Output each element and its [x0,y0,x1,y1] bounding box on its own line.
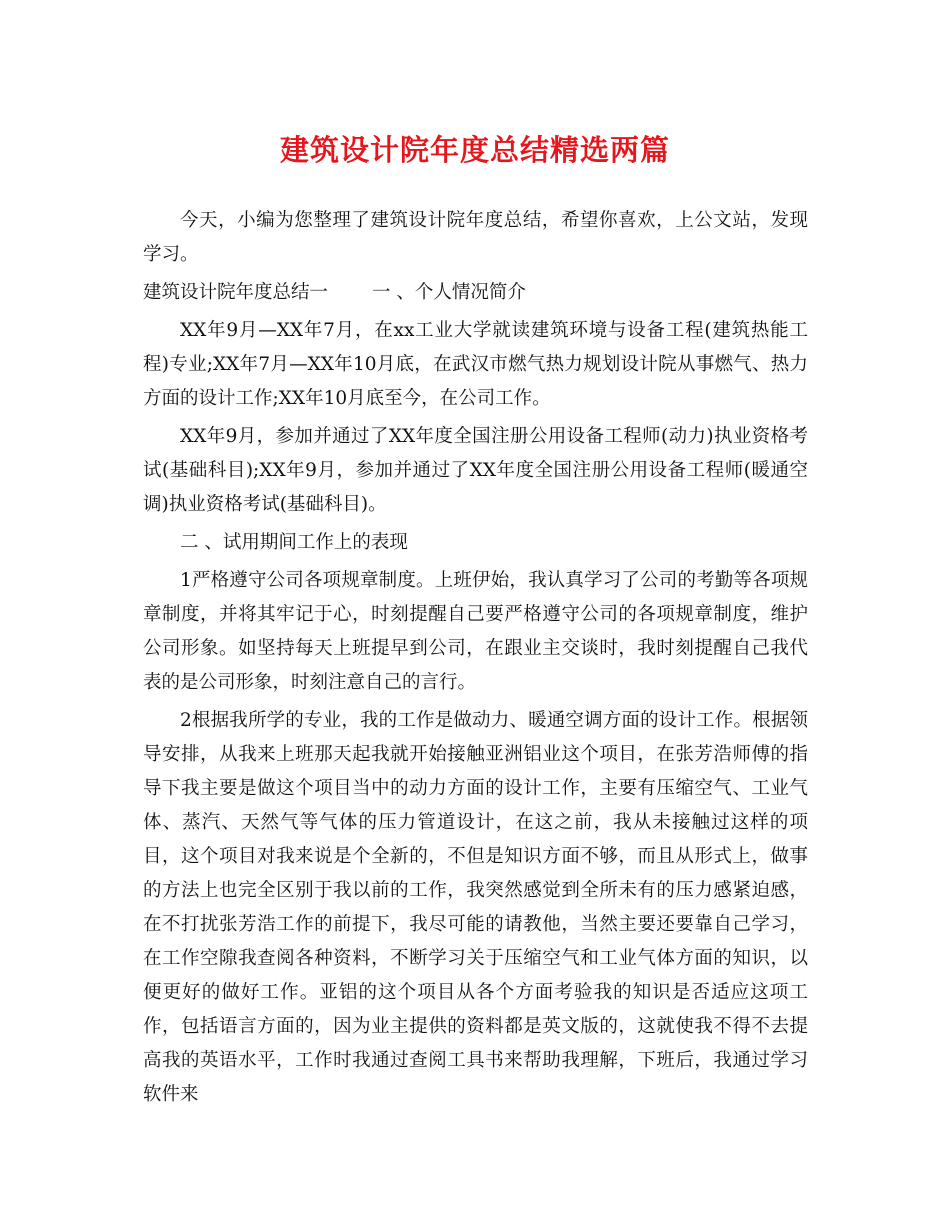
paragraph-education: XX年9月—XX年7月，在xx工业大学就读建筑环境与设备工程(建筑热能工程)专业;XX年7月—XX年10月底，在武汉市燃气热力规划设计院从事燃气、热力方面的设计工作;XX年10月底至今，在公司工作。 [143,320,808,409]
paragraph-rules: 1严格遵守公司各项规章制度。上班伊始，我认真学习了公司的考勤等各项规章制度，并将其牢记于心，时刻提醒自己要严格遵守公司的各项规章制度，维护公司形象。如坚持每天上班提早到公司，在跟业主交谈时，我时刻提醒自己我代表的是公司形象，时刻注意自己的言行。 [143,570,808,693]
document-body [143,204,808,1116]
paragraph-certification: XX年9月，参加并通过了XX年度全国注册公用设备工程师(动力)执业资格考试(基础科目);XX年9月，参加并通过了XX年度全国注册公用设备工程师(暖通空调)执业资格考试(基础科目)。 [143,426,808,515]
paragraph-work: 2根据我所学的专业，我的工作是做动力、暖通空调方面的设计工作。根据领导安排，从我来上班那天起我就开始接触亚洲铝业这个项目，在张芳浩师傅的指导下我主要是做这个项目当中的动力方面的设计工作，主要有压缩空气、工业气体、蒸汽、天然气等气体的压力管道设计，在这之前，我从未接触过这样的项目，这个项目对我来说是个全新的，不但是知识方面不够，而且从形式上，做事的方法上也完全区别于我以前的工作，我突然感觉到全所未有的压力感紧迫感，在不打扰张芳浩工作的前提下，我尽可能的请教他，当然主要还要靠自己学习，在工作空隙我查阅各种资料，不断学习关于压缩空气和工业气体方面的知识，以便更好的做好工作。亚铝的这个项目从各个方面考验我的知识是否适应这项工作，包括语言方面的，因为业主提供的资料都是英文版的，这就使我不得不去提高我的英语水平，工作时我通过查阅工具书来帮助我理解，下班后，我通过学习软件来 [143,710,808,1105]
section2-heading: 二 、试用期间工作上的表现 [180,532,408,553]
section1-heading: 一 、个人情况简介 [372,282,526,303]
section-label-line [143,276,808,310]
section-label: 建筑设计院年度总结一 [143,282,329,303]
document-title: 建筑设计院年度总结精选两篇 [279,133,670,167]
intro-paragraph: 今天，小编为您整理了建筑设计院年度总结，希望你喜欢，上公文站，发现学习。 [143,210,808,265]
heading-spacer [328,276,372,310]
